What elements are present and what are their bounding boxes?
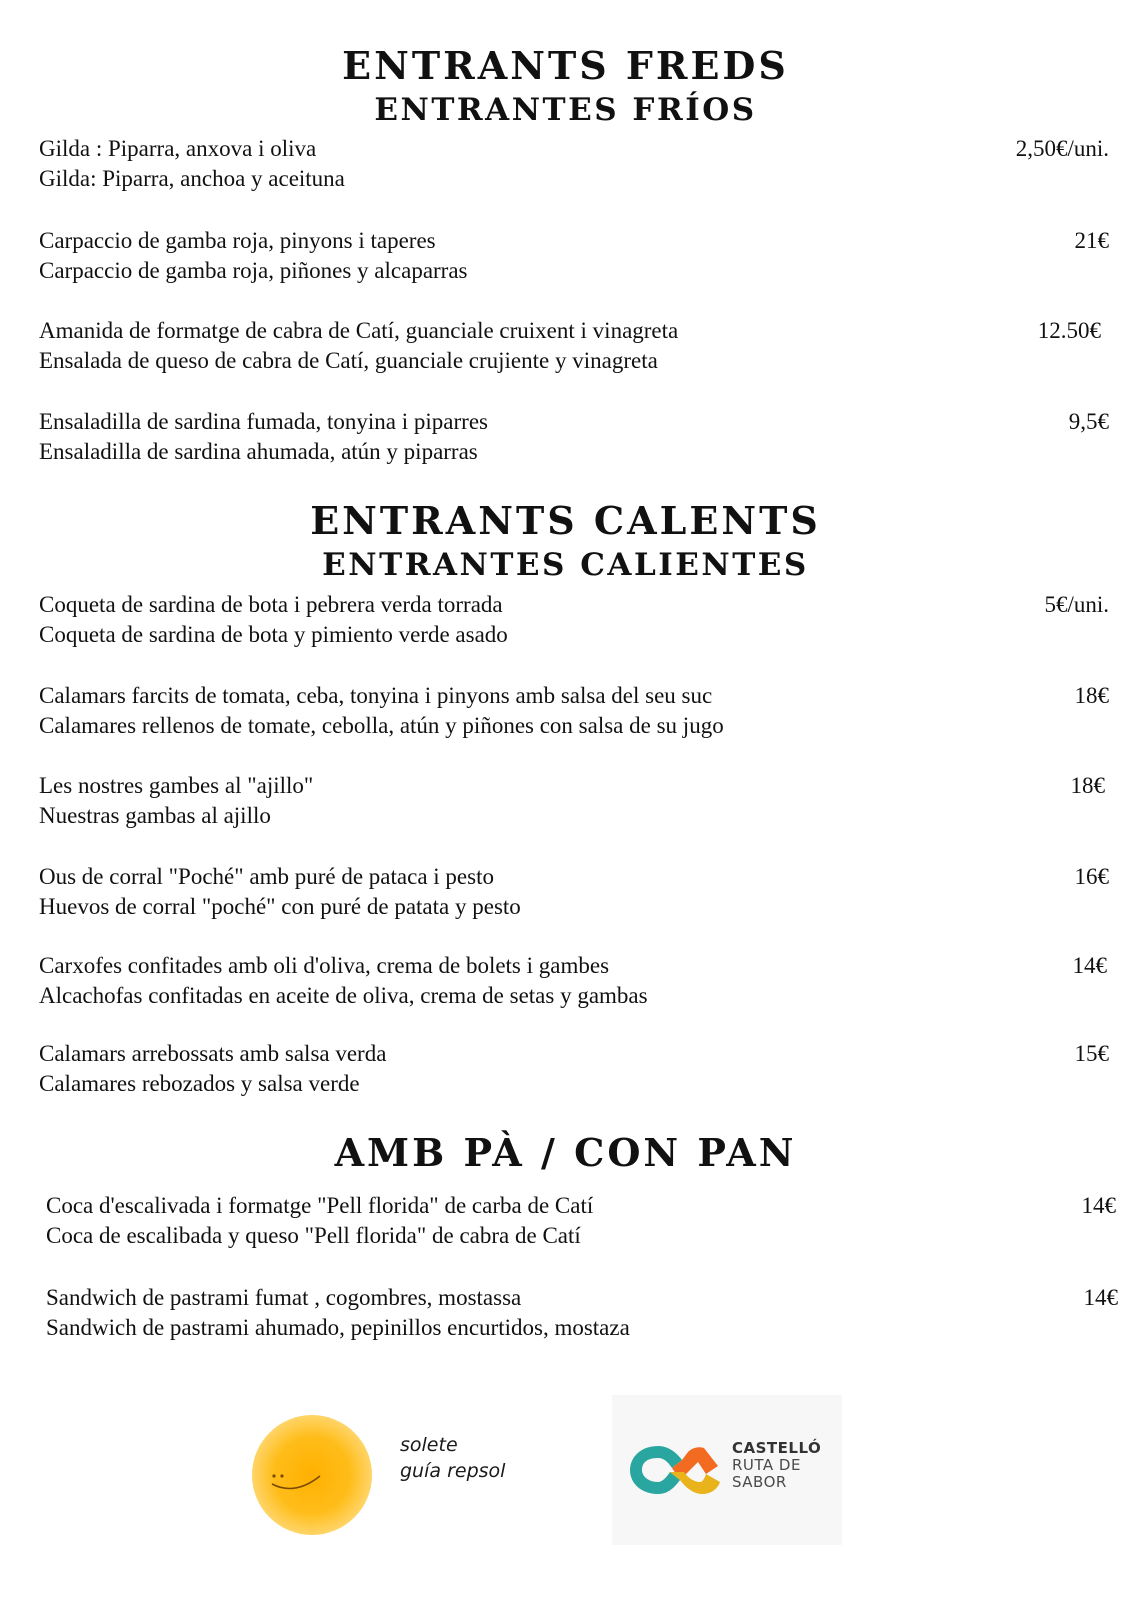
item-name-es: Alcachofas confitadas en aceite de oliva, crema de setas y gambas [39,983,648,1008]
menu-item [39,226,1109,286]
item-name-es: Ensaladilla de sardina ahumada, atún y piparras [39,439,478,464]
solete-logo-text: solete guía repsol [400,1434,506,1482]
item-price: 18€ [1074,683,1109,708]
item-price: 21€ [1074,228,1109,253]
item-name-es: Coca de escalibada y queso "Pell florida" de cabra de Catí [46,1223,581,1248]
item-price: 14€ [1081,1193,1116,1218]
item-name-es: Sandwich de pastrami ahumado, pepinillos encurtidos, mostaza [46,1315,630,1340]
section-title-es: ENTRANTES FRÍOS [374,92,757,128]
section-title-ca: ENTRANTS CALENTS [310,498,821,543]
menu-item [39,681,1109,741]
item-price: 5€/uni. [1044,592,1109,617]
sun-face-icon [270,1470,330,1500]
item-name-ca: Coca d'escalivada i formatge "Pell florida" de carba de Catí [46,1193,594,1218]
item-name-es: Gilda: Piparra, anchoa y aceituna [39,166,345,191]
item-name-es: Calamares rebozados y salsa verde [39,1071,360,1096]
item-price: 2,50€/uni. [1015,136,1109,161]
section-title-es: ENTRANTES CALIENTES [322,547,809,583]
item-price: 9,5€ [1068,409,1109,434]
item-name-es: Carpaccio de gamba roja, piñones y alcaparras [39,258,468,283]
item-name-ca: Carxofes confitades amb oli d'oliva, crema de bolets i gambes [39,953,610,978]
item-price: 14€ [1072,953,1107,978]
item-name-es: Huevos de corral "poché" con puré de patata y pesto [39,894,521,919]
item-price: 16€ [1074,864,1109,889]
item-name-ca: Calamars farcits de tomata, ceba, tonyina i pinyons amb salsa del seu suc [39,683,713,708]
item-price: 14€ [1083,1285,1118,1310]
menu-item [46,1283,1118,1343]
item-name-ca: Carpaccio de gamba roja, pinyons i taperes [39,228,436,253]
item-name-ca: Les nostres gambes al "ajillo" [39,773,314,798]
item-name-ca: Ensaladilla de sardina fumada, tonyina i piparres [39,409,488,434]
menu-item [39,951,1107,1011]
item-name-es: Coqueta de sardina de bota y pimiento verde asado [39,622,508,647]
item-name-es: Nuestras gambas al ajillo [39,803,271,828]
menu-item [39,407,1109,467]
castello-logo-text: CASTELLÓ RUTA DE SABOR [732,1439,822,1491]
item-name-ca: Gilda : Piparra, anxova i oliva [39,136,317,161]
item-price: 15€ [1074,1041,1109,1066]
menu-item [46,1191,1116,1251]
section-title: AMB PÀ / CON PAN [334,1130,797,1175]
item-name-es: Ensalada de queso de cabra de Catí, guanciale crujiente y vinagreta [39,348,658,373]
menu-item [39,771,1105,831]
item-price: 12.50€ [1037,318,1101,343]
menu-item [39,590,1109,650]
footer-logos [0,1395,1131,1565]
menu-item [39,1039,1109,1099]
menu-item [39,316,1101,376]
item-name-es: Calamares rellenos de tomate, cebolla, atún y piñones con salsa de su jugo [39,713,724,738]
item-name-ca: Sandwich de pastrami fumat , cogombres, mostassa [46,1285,522,1310]
menu-item [39,134,1109,194]
item-name-ca: Coqueta de sardina de bota i pebrera verda torrada [39,592,503,617]
menu-item [39,862,1109,922]
item-name-ca: Calamars arrebossats amb salsa verda [39,1041,387,1066]
item-price: 18€ [1070,773,1105,798]
section-title-ca: ENTRANTS FREDS [342,43,789,88]
item-name-ca: Amanida de formatge de cabra de Catí, guanciale cruixent i vinagreta [39,318,679,343]
item-name-ca: Ous de corral "Poché" amb puré de pataca i pesto [39,864,494,889]
infinity-ribbon-icon [626,1438,722,1498]
